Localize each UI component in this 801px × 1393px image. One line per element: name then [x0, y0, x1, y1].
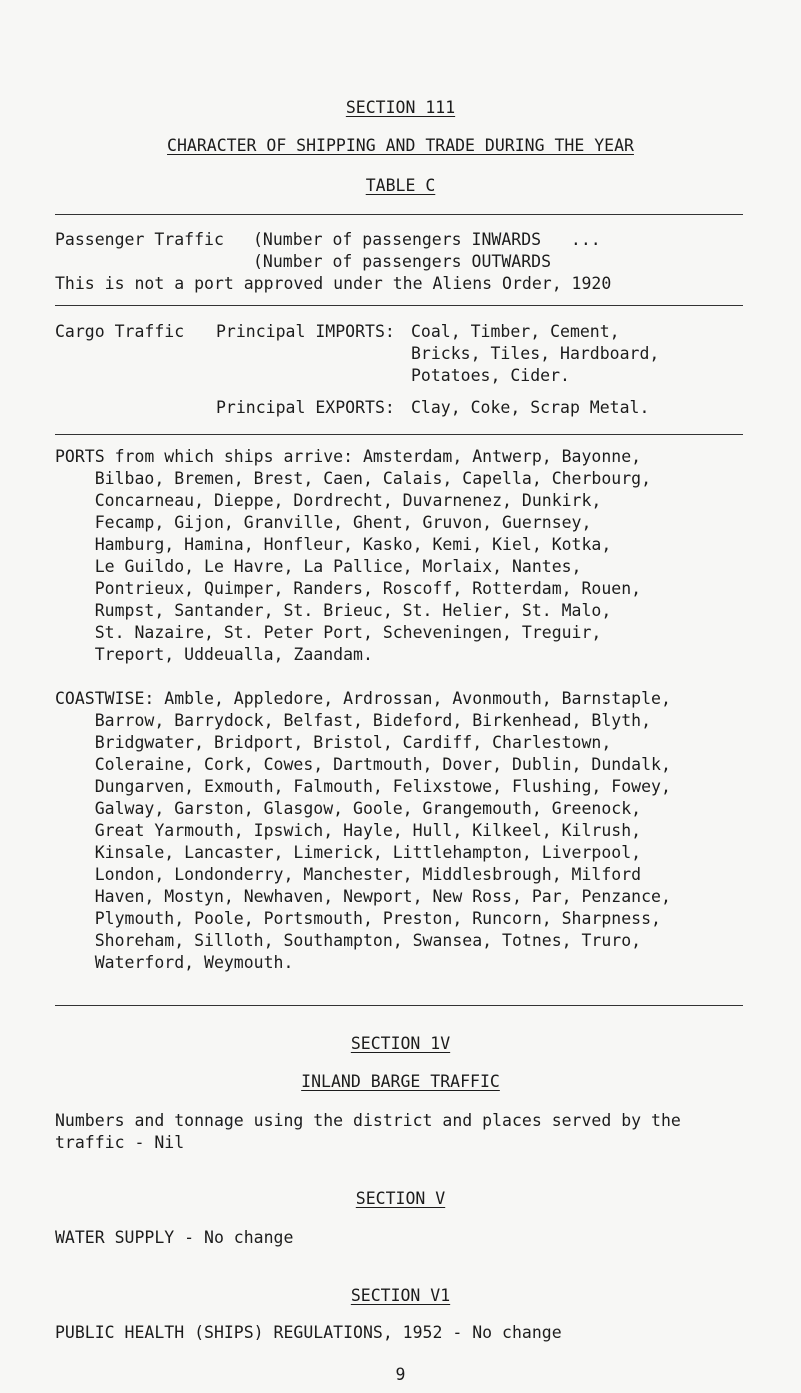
table-label: TABLE C — [365, 176, 436, 195]
ports-line: Concarneau, Dieppe, Dordrecht, Duvarnenez, Dunkirk, — [55, 491, 602, 510]
barge-traffic-text: traffic - Nil — [55, 1133, 185, 1152]
divider — [55, 214, 743, 215]
imports-list: Potatoes, Cider. — [411, 366, 570, 385]
coastwise-line: Coleraine, Cork, Cowes, Dartmouth, Dover, Dublin, Dundalk, — [55, 755, 671, 774]
coastwise-line: Galway, Garston, Glasgow, Goole, Grangemouth, Greenock, — [55, 799, 642, 818]
imports-label: Principal IMPORTS: — [216, 322, 395, 341]
aliens-order-note: This is not a port approved under the Aliens Order, 1920 — [55, 274, 612, 293]
ports-line: Hamburg, Hamina, Honfleur, Kasko, Kemi, Kiel, Kotka, — [55, 535, 612, 554]
coastwise-line: Great Yarmouth, Ipswich, Hayle, Hull, Kilkeel, Kilrush, — [55, 821, 642, 840]
imports-list: Coal, Timber, Cement, — [411, 322, 620, 341]
imports-list: Bricks, Tiles, Hardboard, — [411, 344, 660, 363]
coastwise-line: Dungarven, Exmouth, Falmouth, Felixstowe, Flushing, Fowey, — [55, 777, 671, 796]
ports-line: St. Nazaire, St. Peter Port, Scheveningen, Treguir, — [55, 623, 602, 642]
coastwise-line: Shoreham, Silloth, Southampton, Swansea, Totnes, Truro, — [55, 931, 642, 950]
barge-traffic-text: Numbers and tonnage using the district and places served by the — [55, 1111, 681, 1130]
page-number: 9 — [395, 1365, 406, 1384]
coastwise-line: Barrow, Barrydock, Belfast, Bideford, Birkenhead, Blyth, — [55, 711, 652, 730]
ports-line: Bilbao, Bremen, Brest, Caen, Calais, Capella, Cherbourg, — [55, 469, 652, 488]
section-heading: SECTION 1V — [350, 1034, 451, 1053]
coastwise-line: Waterford, Weymouth. — [55, 953, 294, 972]
ports-line: Le Guildo, Le Havre, La Pallice, Morlaix, Nantes, — [55, 557, 582, 576]
coastwise-line: Plymouth, Poole, Portsmouth, Preston, Runcorn, Sharpness, — [55, 909, 661, 928]
coastwise-line: Bridgwater, Bridport, Bristol, Cardiff, Charlestown, — [55, 733, 612, 752]
coastwise-line: London, Londonderry, Manchester, Middlesbrough, Milford — [55, 865, 642, 884]
section-subheading: INLAND BARGE TRAFFIC — [301, 1072, 500, 1091]
ports-line: Treport, Uddeualla, Zaandam. — [55, 645, 373, 664]
public-health-text: PUBLIC HEALTH (SHIPS) REGULATIONS, 1952 - No change — [55, 1323, 562, 1342]
water-supply-text: WATER SUPPLY - No change — [55, 1228, 294, 1247]
exports-list: Clay, Coke, Scrap Metal. — [411, 398, 650, 417]
divider — [55, 1005, 743, 1006]
divider — [55, 305, 743, 306]
section-heading: SECTION V — [355, 1189, 446, 1208]
passengers-inwards: (Number of passengers INWARDS ... — [253, 230, 601, 249]
section-heading: SECTION V1 — [350, 1286, 451, 1305]
coastwise-line: COASTWISE: Amble, Appledore, Ardrossan, Avonmouth, Barnstaple, — [55, 689, 671, 708]
passengers-outwards: (Number of passengers OUTWARDS — [253, 252, 552, 271]
ports-line: Fecamp, Gijon, Granville, Ghent, Gruvon, Guernsey, — [55, 513, 592, 532]
ports-line: Pontrieux, Quimper, Randers, Roscoff, Rotterdam, Rouen, — [55, 579, 642, 598]
ports-line: PORTS from which ships arrive: Amsterdam, Antwerp, Bayonne, — [55, 447, 642, 466]
coastwise-line: Kinsale, Lancaster, Limerick, Littlehampton, Liverpool, — [55, 843, 642, 862]
section-subheading: CHARACTER OF SHIPPING AND TRADE DURING THE YEAR — [167, 136, 634, 155]
ports-line: Rumpst, Santander, St. Brieuc, St. Helier, St. Malo, — [55, 601, 612, 620]
coastwise-line: Haven, Mostyn, Newhaven, Newport, New Ross, Par, Penzance, — [55, 887, 671, 906]
exports-label: Principal EXPORTS: — [216, 398, 395, 417]
divider — [55, 434, 743, 435]
section-heading: SECTION 111 — [345, 98, 456, 117]
passenger-traffic-label: Passenger Traffic — [55, 230, 224, 249]
cargo-traffic-label: Cargo Traffic — [55, 322, 185, 341]
